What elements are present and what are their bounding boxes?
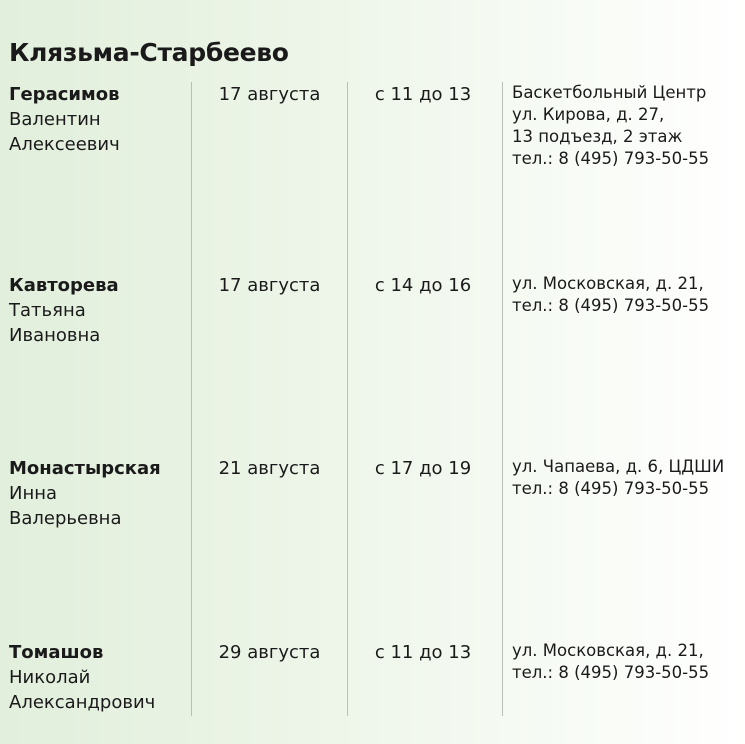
person-first-name: Николай bbox=[9, 667, 91, 688]
person-patronymic: Ивановна bbox=[9, 325, 101, 346]
reception-time: с 14 до 16 bbox=[374, 275, 472, 296]
person-first-name: Валентин bbox=[9, 109, 101, 130]
person-surname: Монастырская bbox=[9, 458, 161, 479]
reception-address bbox=[512, 640, 744, 684]
address-line: ул. Московская, д. 21, bbox=[512, 274, 704, 293]
reception-address bbox=[512, 82, 744, 170]
page-title: Клязьма-Старбеево bbox=[9, 38, 289, 67]
reception-date: 17 августа bbox=[218, 84, 321, 105]
person-first-name: Татьяна bbox=[9, 300, 86, 321]
person-first-name: Инна bbox=[9, 483, 58, 504]
reception-time: с 17 до 19 bbox=[374, 458, 472, 479]
reception-date: 21 августа bbox=[218, 458, 321, 479]
person-name bbox=[9, 640, 189, 715]
person-surname: Кавторева bbox=[9, 275, 119, 296]
person-surname: Томашов bbox=[9, 642, 104, 663]
reception-date: 29 августа bbox=[218, 642, 321, 663]
person-name bbox=[9, 273, 189, 348]
person-name bbox=[9, 456, 189, 531]
phone-line: тел.: 8 (495) 793-50-55 bbox=[512, 149, 710, 168]
address-line: ул. Кирова, д. 27, bbox=[512, 105, 665, 124]
person-patronymic: Алексеевич bbox=[9, 134, 120, 155]
schedule-row bbox=[0, 456, 745, 596]
person-patronymic: Александрович bbox=[9, 692, 156, 713]
address-line: Баскетбольный Центр bbox=[512, 83, 707, 102]
address-line: ул. Московская, д. 21, bbox=[512, 641, 704, 660]
reception-time: с 11 до 13 bbox=[374, 642, 472, 663]
person-patronymic: Валерьевна bbox=[9, 508, 122, 529]
person-name bbox=[9, 82, 189, 157]
schedule-row bbox=[0, 273, 745, 413]
phone-line: тел.: 8 (495) 793-50-55 bbox=[512, 663, 710, 682]
address-line: ул. Чапаева, д. 6, ЦДШИ bbox=[512, 457, 725, 476]
schedule-row bbox=[0, 640, 745, 744]
phone-line: тел.: 8 (495) 793-50-55 bbox=[512, 479, 710, 498]
address-line: 13 подъезд, 2 этаж bbox=[512, 127, 683, 146]
reception-address bbox=[512, 456, 744, 500]
schedule-row bbox=[0, 82, 745, 222]
reception-address bbox=[512, 273, 744, 317]
reception-date: 17 августа bbox=[218, 275, 321, 296]
reception-time: с 11 до 13 bbox=[374, 84, 472, 105]
phone-line: тел.: 8 (495) 793-50-55 bbox=[512, 296, 710, 315]
person-surname: Герасимов bbox=[9, 84, 120, 105]
